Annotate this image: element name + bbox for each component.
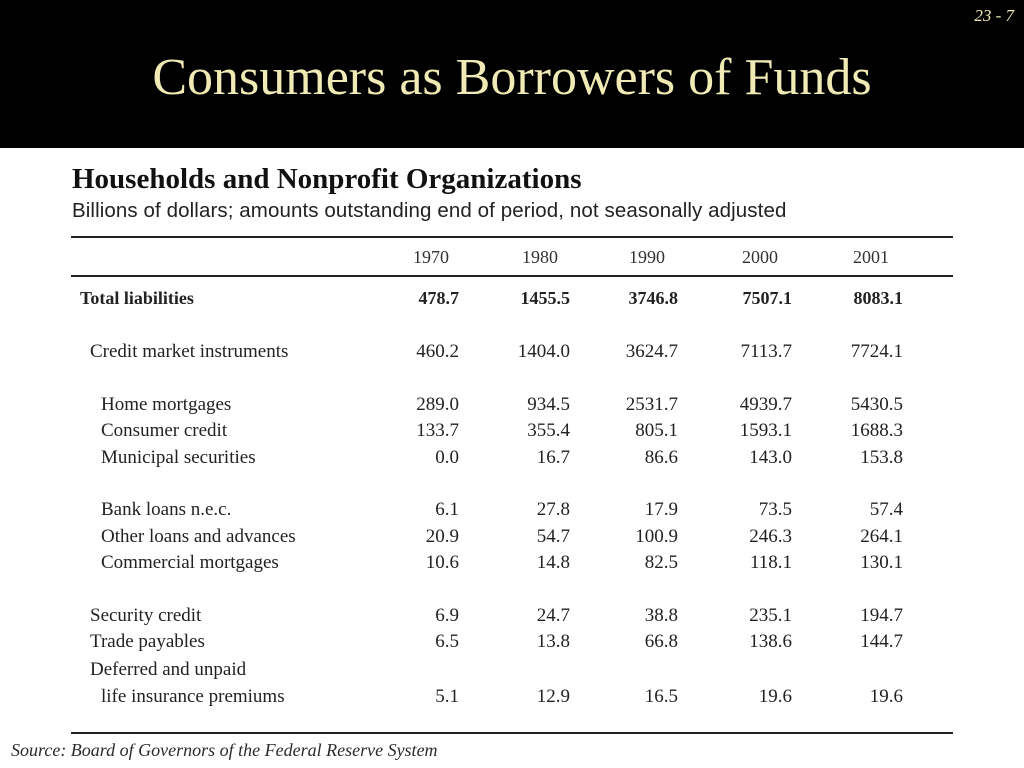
cell-value: 19.6 [758, 686, 792, 707]
cell-value: 5.1 [435, 686, 459, 707]
cell-value: 6.1 [435, 499, 459, 520]
row-label: Other loans and advances [101, 526, 296, 547]
slide-title: Consumers as Borrowers of Funds [152, 49, 872, 106]
cell-value: 289.0 [416, 394, 459, 415]
cell-value: 143.0 [749, 447, 792, 468]
cell-value: 478.7 [418, 288, 459, 308]
cell-value: 4939.7 [739, 394, 792, 415]
table-row [0, 659, 1024, 686]
row-label: Total liabilities [80, 288, 194, 308]
cell-value: 16.5 [644, 686, 678, 707]
year-header: 2000 [742, 247, 778, 267]
cell-value: 14.8 [536, 552, 570, 573]
row-label: Bank loans n.e.c. [101, 499, 232, 520]
table-heading: Households and Nonprofit Organizations [72, 163, 582, 195]
row-label: life insurance premiums [101, 686, 285, 707]
cell-value: 934.5 [527, 394, 570, 415]
cell-value: 138.6 [749, 631, 792, 652]
cell-value: 2531.7 [625, 394, 678, 415]
cell-value: 1688.3 [850, 420, 903, 441]
cell-value: 13.8 [536, 631, 570, 652]
cell-value: 3624.7 [625, 341, 678, 362]
cell-value: 6.5 [435, 631, 459, 652]
row-label: Security credit [90, 605, 202, 626]
cell-value: 20.9 [425, 526, 459, 547]
cell-value: 27.8 [536, 499, 570, 520]
slide-number: 23 - 7 [974, 6, 1014, 25]
cell-value: 264.1 [860, 526, 903, 547]
cell-value: 7724.1 [850, 341, 903, 362]
table-row [0, 341, 1024, 368]
cell-value: 5430.5 [850, 394, 903, 415]
cell-value: 460.2 [416, 341, 459, 362]
row-label: Deferred and unpaid [90, 659, 247, 680]
cell-value: 82.5 [644, 552, 678, 573]
cell-value: 54.7 [536, 526, 570, 547]
table-row [0, 288, 1024, 315]
cell-value: 246.3 [749, 526, 792, 547]
cell-value: 7113.7 [740, 341, 792, 362]
row-label: Municipal securities [101, 447, 256, 468]
table-row [0, 499, 1024, 526]
cell-value: 8083.1 [853, 288, 903, 308]
year-header: 1970 [413, 247, 449, 267]
cell-value: 1404.0 [517, 341, 570, 362]
cell-value: 144.7 [860, 631, 903, 652]
cell-value: 100.9 [635, 526, 678, 547]
cell-value: 194.7 [860, 605, 903, 626]
cell-value: 66.8 [644, 631, 678, 652]
cell-value: 1455.5 [520, 288, 570, 308]
title-bar [0, 0, 1024, 148]
cell-value: 0.0 [435, 447, 459, 468]
top-rule [71, 236, 953, 238]
bottom-rule [71, 732, 953, 734]
cell-value: 6.9 [435, 605, 459, 626]
cell-value: 130.1 [860, 552, 903, 573]
cell-value: 133.7 [416, 420, 459, 441]
cell-value: 57.4 [869, 499, 903, 520]
table-row [0, 686, 1024, 713]
cell-value: 38.8 [644, 605, 678, 626]
cell-value: 3746.8 [628, 288, 678, 308]
table-row [0, 631, 1024, 658]
table-row [0, 605, 1024, 632]
year-header: 1990 [629, 247, 665, 267]
header-rule [71, 275, 953, 277]
cell-value: 805.1 [635, 420, 678, 441]
cell-value: 118.1 [749, 552, 792, 573]
table-row [0, 526, 1024, 553]
source-note: Source: Board of Governors of the Federal Reserve System [11, 740, 438, 760]
cell-value: 24.7 [536, 605, 570, 626]
row-label: Trade payables [90, 631, 205, 652]
table-row [0, 447, 1024, 474]
table-row [0, 394, 1024, 421]
cell-value: 19.6 [869, 686, 903, 707]
row-label: Commercial mortgages [101, 552, 279, 573]
cell-value: 17.9 [644, 499, 678, 520]
cell-value: 12.9 [536, 686, 570, 707]
cell-value: 355.4 [527, 420, 570, 441]
table-subheading: Billions of dollars; amounts outstanding end of period, not seasonally adjusted [72, 199, 787, 222]
cell-value: 235.1 [749, 605, 792, 626]
cell-value: 86.6 [644, 447, 678, 468]
row-label: Credit market instruments [90, 341, 289, 362]
cell-value: 153.8 [860, 447, 903, 468]
cell-value: 10.6 [425, 552, 459, 573]
cell-value: 16.7 [536, 447, 570, 468]
cell-value: 7507.1 [742, 288, 792, 308]
year-header: 2001 [853, 247, 889, 267]
year-header: 1980 [522, 247, 558, 267]
row-label: Consumer credit [101, 420, 228, 441]
table-row [0, 552, 1024, 579]
cell-value: 1593.1 [739, 420, 792, 441]
row-label: Home mortgages [101, 394, 232, 415]
cell-value: 73.5 [758, 499, 792, 520]
table-row [0, 420, 1024, 447]
